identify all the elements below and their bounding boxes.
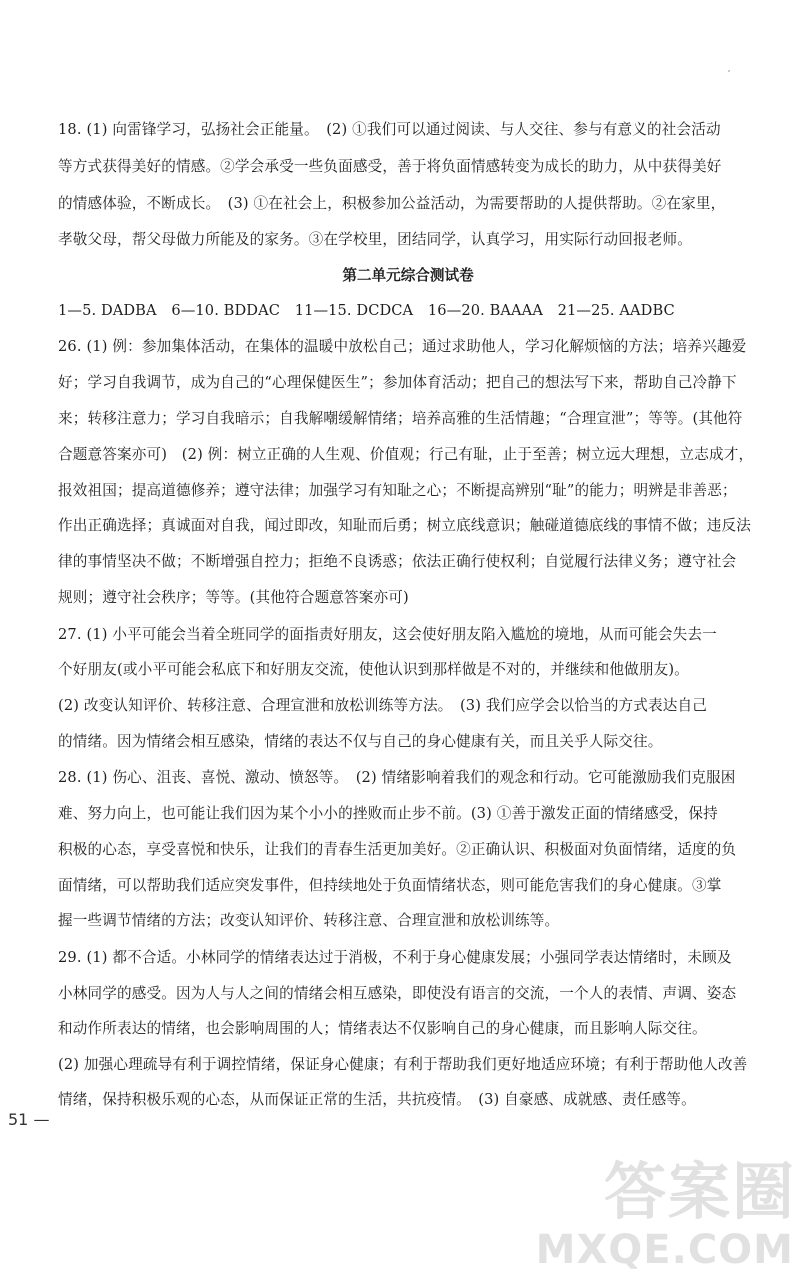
q26-line: 好；学习自我调节，成为自己的“心理保健医生”；参加体育活动；把自己的想法写下来，帮助自己冷静下 — [58, 374, 737, 391]
q26-line: 律的事情坚决不做；不断增强自控力；拒绝不良诱惑；依法正确行使权利；自觉履行法律义务；遵守社会 — [58, 553, 737, 570]
q29-line: (2) 加强心理疏导有利于调控情绪，保证身心健康；有利于帮助我们更好地适应环境；有利于帮助他人改善 — [58, 1056, 748, 1073]
section-title: 第二单元综合测试卷 — [342, 267, 474, 284]
watermark-logo — [535, 1155, 796, 1273]
watermark-logo-text: 答案圈 — [603, 1155, 796, 1228]
q27-line: (2) 改变认知评价、转移注意、合理宣泄和放松训练等方法。 (3) 我们应学会以恰当的方式表达自己 — [58, 697, 708, 714]
q27-line: 27. (1) 小平可能会当着全班同学的面指责好朋友，这会使好朋友陷入尴尬的境地，从而可能会失去一 — [58, 626, 717, 643]
q27-line: 的情绪。因为情绪会相互感染，情绪的表达不仅与自己的身心健康有关，而且关乎人际交往。 — [58, 733, 663, 750]
q18-line: 18. (1) 向雷锋学习，弘扬社会正能量。 (2) ①我们可以通过阅读、与人交往、参与有意义的社会活动 — [58, 121, 721, 138]
speck — [728, 70, 730, 72]
q18-line: 孝敬父母，帮父母做力所能及的家务。③在学校里，团结同学，认真学习，用实际行动回报老师。 — [58, 231, 692, 248]
q28-line: 积极的心态，享受喜悦和快乐，让我们的青春生活更加美好。②正确认识、积极面对负面情绪，适度的负 — [58, 841, 737, 858]
q26-line: 规则；遵守社会秩序；等等。(其他符合题意答案亦可) — [58, 589, 409, 606]
q26-line: 报效祖国；提高道德修养；遵守法律；加强学习有知耻之心；不断提高辨别“耻”的能力；明辨是非善恶； — [58, 482, 737, 499]
q28-line: 28. (1) 伤心、沮丧、喜悦、激动、愤怒等。 (2) 情绪影响着我们的观念和行动。它可能激励我们克服困 — [58, 769, 736, 786]
q29-line: 情绪，保持积极乐观的心态，从而保证正常的生活，共抗疫情。 (3) 自豪感、成就感、责任感等。 — [58, 1091, 696, 1108]
watermark-url: MXQE.COM — [535, 1227, 794, 1273]
q26-line: 合题意答案亦可) (2) 例：树立正确的人生观、价值观；行己有耻，止于至善；树立远大理想，立志成才， — [58, 446, 754, 463]
q29-line: 29. (1) 都不合适。小林同学的情绪表达过于消极，不利于身心健康发展；小强同学表达情绪时，未顾及 — [58, 949, 732, 966]
q26-line: 作出正确选择；真诚面对自我，闻过即改，知耻而后勇；树立底线意识；触碰道德底线的事情不做；违反法 — [58, 517, 751, 534]
choice-answers: 1—5. DADBA 6—10. BDDAC 11—15. DCDCA 16—20. BAAAA 21—25. AADBC — [58, 302, 675, 319]
q26-line: 26. (1) 例：参加集体活动，在集体的温暖中放松自己；通过求助他人，学习化解烦恼的方法；培养兴趣爱 — [58, 338, 747, 355]
q28-line: 面情绪，可以帮助我们适应突发事件，但持续地处于负面情绪状态，则可能危害我们的身心健康。③掌 — [58, 877, 722, 894]
q18-line: 的情感体验，不断成长。 (3) ①在社会上，积极参加公益活动，为需要帮助的人提供帮助。②在家里， — [58, 195, 726, 212]
q29-line: 小林同学的感受。因为人与人之间的情绪会相互感染，即使没有语言的交流，一个人的表情、声调、姿态 — [58, 985, 737, 1002]
q26-line: 来；转移注意力；学习自我暗示；自我解嘲缓解情绪；培养高雅的生活情趣；“合理宣泄”；等等。(其他符 — [58, 410, 743, 427]
q18-line: 等方式获得美好的情感。②学会承受一些负面感受，善于将负面情感转变为成长的助力，从中获得美好 — [58, 158, 722, 175]
q27-line: 个好朋友(或小平可能会私底下和好朋友交流，使他认识到那样做是不对的，并继续和他做朋友)。 — [58, 661, 689, 678]
q28-line: 难、努力向上，也可能让我们因为某个小小的挫败而止步不前。(3) ①善于激发正面的情绪感受，保持 — [58, 805, 718, 822]
q29-line: 和动作所表达的情绪，也会影响周围的人；情绪表达不仅影响自己的身心健康，而且影响人际交往。 — [58, 1020, 707, 1037]
q28-line: 握一些调节情绪的方法；改变认知评价、转移注意、合理宣泄和放松训练等。 — [58, 912, 560, 929]
page-number: 51 — — [8, 1110, 50, 1129]
